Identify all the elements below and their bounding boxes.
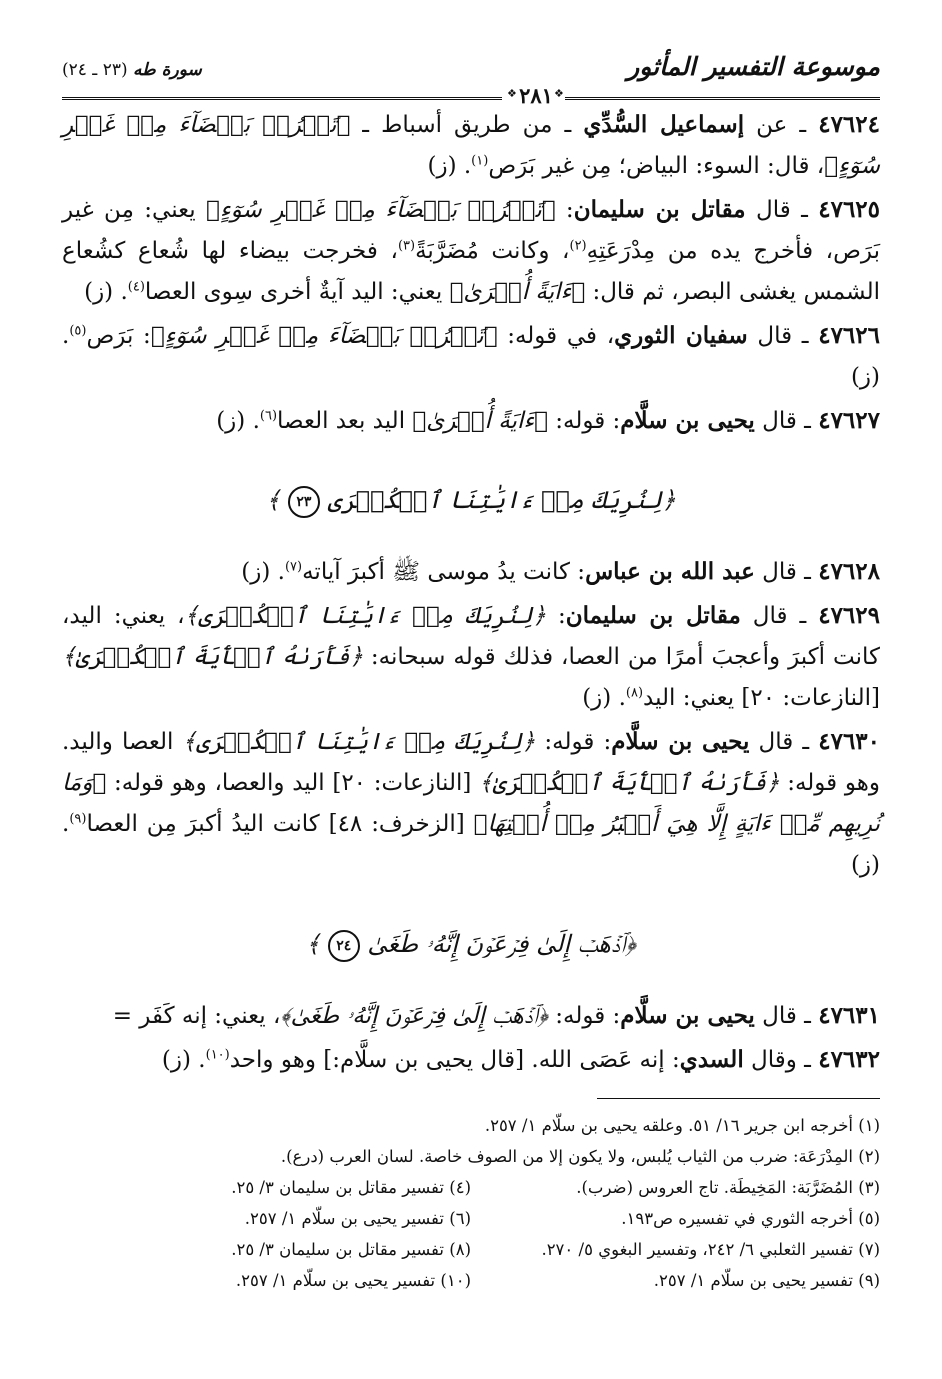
entry-text: : كانت يدُ موسى ﷺ أكبرَ آياته	[302, 559, 586, 585]
header-rule-left	[62, 97, 502, 100]
entry-text: . (ز)	[241, 559, 285, 585]
quran-quote: ﴿ءَايَةً أُخۡرَىٰ﴾	[449, 279, 586, 305]
entry-٤٧٦٣٠	[62, 721, 880, 886]
narrator-name: عبد الله بن عباس	[585, 558, 755, 585]
entry-٤٧٦٢٤	[62, 104, 880, 187]
footnote-ref: (٢)	[569, 238, 587, 254]
entry-text: [النازعات: ٢٠] اليد والعصا، وهو قوله:	[106, 770, 480, 796]
entry-number: ٤٧٦٢٧	[818, 407, 880, 434]
entry-text: اليد بعد العصا	[277, 408, 413, 434]
entry-text: ـ عن	[744, 112, 819, 138]
verse-number-badge: ٢٤	[328, 930, 360, 962]
footnote-2: (٢) المِدْرَعَة: ضرب من الثياب يُلبس، ولا يكون إلا من الصوف خاصة. لسان العرب (درع).	[280, 1147, 880, 1166]
entry-text: : إنه عَصَى الله. [قال يحيى بن سلَّام:] وهو واحد	[229, 1047, 680, 1073]
verse-heading-24	[62, 924, 880, 965]
entry-number: ٤٧٦٣٢	[818, 1046, 880, 1073]
verse-heading-23	[62, 480, 880, 521]
entries-group-a	[62, 104, 880, 442]
footnote-ref: (٨)	[625, 685, 644, 701]
footnote-ref: (١٠)	[205, 1047, 230, 1063]
entry-text: . (ز)	[62, 323, 880, 390]
entry-text: . (ز)	[216, 408, 260, 434]
footnote-10: (١٠) تفسير يحيى بن سلّام ١/ ٢٥٧.	[235, 1271, 471, 1290]
quran-quote: ﴿لِنُرِيَكَ مِنۡ ءَايَٰتِنَا ٱلۡكُبۡرَى﴾	[184, 603, 546, 629]
ornament-icon: ❖	[554, 87, 564, 100]
entry-text: . (ز)	[427, 153, 472, 179]
entry-text: : بَرَص	[86, 323, 151, 349]
quran-quote: ﴿تَخۡرُجۡ بَيۡضَآءَ مِنۡ غَيۡرِ سُوٓءٍ﴾	[62, 112, 880, 179]
quran-quote: ﴿فَأَرَىٰهُ ٱلۡأٓيَةَ ٱلۡكُبۡرَىٰ﴾	[62, 644, 363, 670]
entry-text: ، يعني: اليد، كانت أكبرَ وأعجبَ أمرًا من العصا، فذلك قوله سبحانه:	[62, 603, 880, 670]
footnote-4: (٤) تفسير مقاتل بن سليمان ٣/ ٢٥.	[231, 1178, 471, 1197]
footnote-9: (٩) تفسير يحيى بن سلّام ١/ ٢٥٧.	[653, 1271, 880, 1290]
narrator-name: مقاتل بن سليمان	[573, 196, 746, 223]
entry-text: ـ قال	[745, 197, 819, 223]
narrator-name: سفيان الثوري	[614, 322, 748, 349]
entry-text: ، وكانت مُضَرَّبَةً	[415, 238, 570, 264]
quran-quote: ﴿تَخۡرُجۡ بَيۡضَآءَ مِنۡ غَيۡرِ سُوٓءٍ﴾	[206, 197, 556, 223]
book-title: موسوعة التفسير المأثور	[627, 52, 880, 81]
entry-text: :	[555, 197, 574, 223]
narrator-name: يحيى بن سلَّام	[620, 407, 755, 434]
verse-number-badge: ٢٣	[288, 486, 320, 518]
page-header	[62, 52, 880, 108]
entry-text: ـ قال	[749, 729, 819, 755]
entry-text: ـ قال	[754, 559, 819, 585]
verse-text: ﴿لِنُرِيَكَ مِنۡ ءَايَٰتِنَا ٱلۡكُبۡرَى	[327, 486, 676, 514]
entry-٤٧٦٢٧	[62, 400, 880, 442]
entry-text: ـ قال	[740, 603, 819, 629]
quran-quote: ﴿لِنُرِيَكَ مِنۡ ءَايَٰتِنَا ٱلۡكُبۡرَى﴾	[182, 729, 536, 755]
quran-quote: ﴿ءَايَةً أُخۡرَىٰ﴾	[412, 408, 548, 434]
entry-number: ٤٧٦٣٠	[818, 728, 881, 755]
quran-quote: ﴿تَخۡرُجۡ بَيۡضَآءَ مِنۡ غَيۡرِ سُوٓءٍ﴾	[150, 323, 498, 349]
entries-group-c	[62, 995, 880, 1081]
footnote-ref: (٧)	[284, 559, 303, 575]
narrator-name: السدي	[679, 1046, 744, 1073]
entry-٤٧٦٢٥	[62, 189, 880, 313]
quran-quote: ﴿فَأَرَىٰهُ ٱلۡأٓيَةَ ٱلۡكُبۡرَىٰ﴾	[479, 770, 780, 796]
entry-text: [الزخرف: ٤٨] كانت اليدُ أكبرَ مِن العصا	[86, 811, 474, 837]
entry-text: يعني: مِن غير بَرَص، فأخرج يده من مِدْرَعَتِهِ	[62, 197, 880, 264]
entry-text: العصا واليد. وهو قوله:	[62, 729, 880, 796]
surah-range: (٢٣ ـ ٢٤)	[62, 60, 128, 80]
footnotes	[62, 1110, 880, 1296]
entry-text: ـ وقال	[743, 1047, 819, 1073]
footnote-separator	[597, 1098, 880, 1099]
entry-text: . (ز)	[62, 811, 880, 878]
entry-number: ٤٧٦٣١	[818, 1002, 880, 1029]
footnote-6: (٦) تفسير يحيى بن سلّام ١/ ٢٥٧.	[244, 1209, 471, 1228]
surah-name: سورة طه	[133, 60, 202, 80]
header-rule	[62, 83, 880, 108]
entry-٤٧٦٢٦	[62, 315, 880, 398]
verse-text: ﴿ٱذۡهَبۡ إِلَىٰ فِرۡعَوۡنَ إِنَّهُۥ طَغَىٰ	[367, 930, 636, 958]
entry-text: : قوله:	[535, 729, 612, 755]
page-number: ٢٨١	[519, 83, 553, 108]
entry-text: ـ قال	[754, 1003, 819, 1029]
entry-٤٧٦٢٨	[62, 551, 880, 593]
entry-text: ـ من طريق أسباط ـ	[350, 112, 584, 138]
book-page	[62, 52, 880, 1352]
footnote-1: (١) أخرجه ابن جرير ١٦/ ٥١. وعلقه يحيى بن سلّام ١/ ٢٥٧.	[484, 1116, 880, 1135]
ornament-icon: ❖	[507, 87, 517, 100]
verse-close: ﴾	[306, 930, 321, 958]
entry-٤٧٦٣٢	[62, 1039, 880, 1081]
entry-text: ، في قوله:	[497, 323, 615, 349]
entry-text: ، يعني: إنه كَفَر =	[112, 1003, 281, 1029]
quran-quote: ﴿ٱذۡهَبۡ إِلَىٰ فِرۡعَوۡنَ إِنَّهُۥ طَغَىٰ﴾	[280, 1003, 548, 1029]
entry-٤٧٦٢٩	[62, 595, 880, 719]
entry-text: ـ قال	[754, 408, 819, 434]
narrator-name: إسماعيل السُّدِّي	[583, 111, 745, 138]
entry-text: [النازعات: ٢٠] يعني: اليد	[643, 685, 880, 711]
entry-text: . (ز)	[582, 685, 626, 711]
verse-close: ﴾	[266, 486, 281, 514]
entries-group-b	[62, 551, 880, 886]
commentary-body	[62, 104, 880, 1081]
footnote-3: (٣) المُضَرَّبَة: المَخِيطَة. تاج العروس (ضرب).	[576, 1178, 880, 1197]
footnote-8: (٨) تفسير مقاتل بن سليمان ٣/ ٢٥.	[231, 1240, 471, 1259]
entry-number: ٤٧٦٢٨	[818, 558, 880, 585]
footnote-ref: (١)	[471, 153, 489, 169]
entry-text: : قوله:	[547, 408, 621, 434]
entry-text: ، قال: السوء: البياض؛ مِن غير بَرَص	[488, 153, 825, 179]
entry-٤٧٦٣١	[62, 995, 880, 1037]
narrator-name: مقاتل بن سليمان	[565, 602, 741, 629]
entry-text: :	[545, 603, 566, 629]
entry-text: . (ز)	[84, 279, 128, 305]
entry-number: ٤٧٦٢٤	[818, 111, 880, 138]
entry-number: ٤٧٦٢٦	[818, 322, 880, 349]
entry-text: يعني: اليد آيةٌ أخرى سِوى العصا	[144, 279, 450, 305]
entry-number: ٤٧٦٢٥	[818, 196, 881, 223]
surah-label	[62, 60, 202, 80]
footnote-ref: (٩)	[69, 811, 87, 827]
header-rule-right	[565, 97, 880, 100]
narrator-name: يحيى بن سلَّام	[611, 728, 750, 755]
footnote-ref: (٤)	[127, 279, 145, 295]
entry-number: ٤٧٦٢٩	[818, 602, 880, 629]
entry-text: : قوله:	[547, 1003, 621, 1029]
footnote-ref: (٦)	[259, 408, 278, 424]
quran-quote: ﴿وَمَا نُرِيهِم مِّنۡ ءَايَةٍ إِلَّا هِيَ أَكۡبَرُ مِنۡ أُخۡتِهَا﴾	[62, 770, 880, 837]
footnote-ref: (٣)	[397, 238, 416, 254]
entry-text: ـ قال	[747, 323, 819, 349]
entry-text: . (ز)	[161, 1047, 206, 1073]
footnote-ref: (٥)	[69, 323, 87, 339]
narrator-name: يحيى بن سلَّام	[620, 1002, 755, 1029]
footnote-5: (٥) أخرجه الثوري في تفسيره ص١٩٣.	[621, 1209, 880, 1228]
footnote-7: (٧) تفسير الثعلبي ٦/ ٢٤٢، وتفسير البغوي ٥/ ٢٧٠.	[541, 1240, 880, 1259]
entry-text: ، فخرجت بيضاء لها شُعاع كشُعاع الشمس يغشى البصر، ثم قال:	[62, 238, 880, 305]
